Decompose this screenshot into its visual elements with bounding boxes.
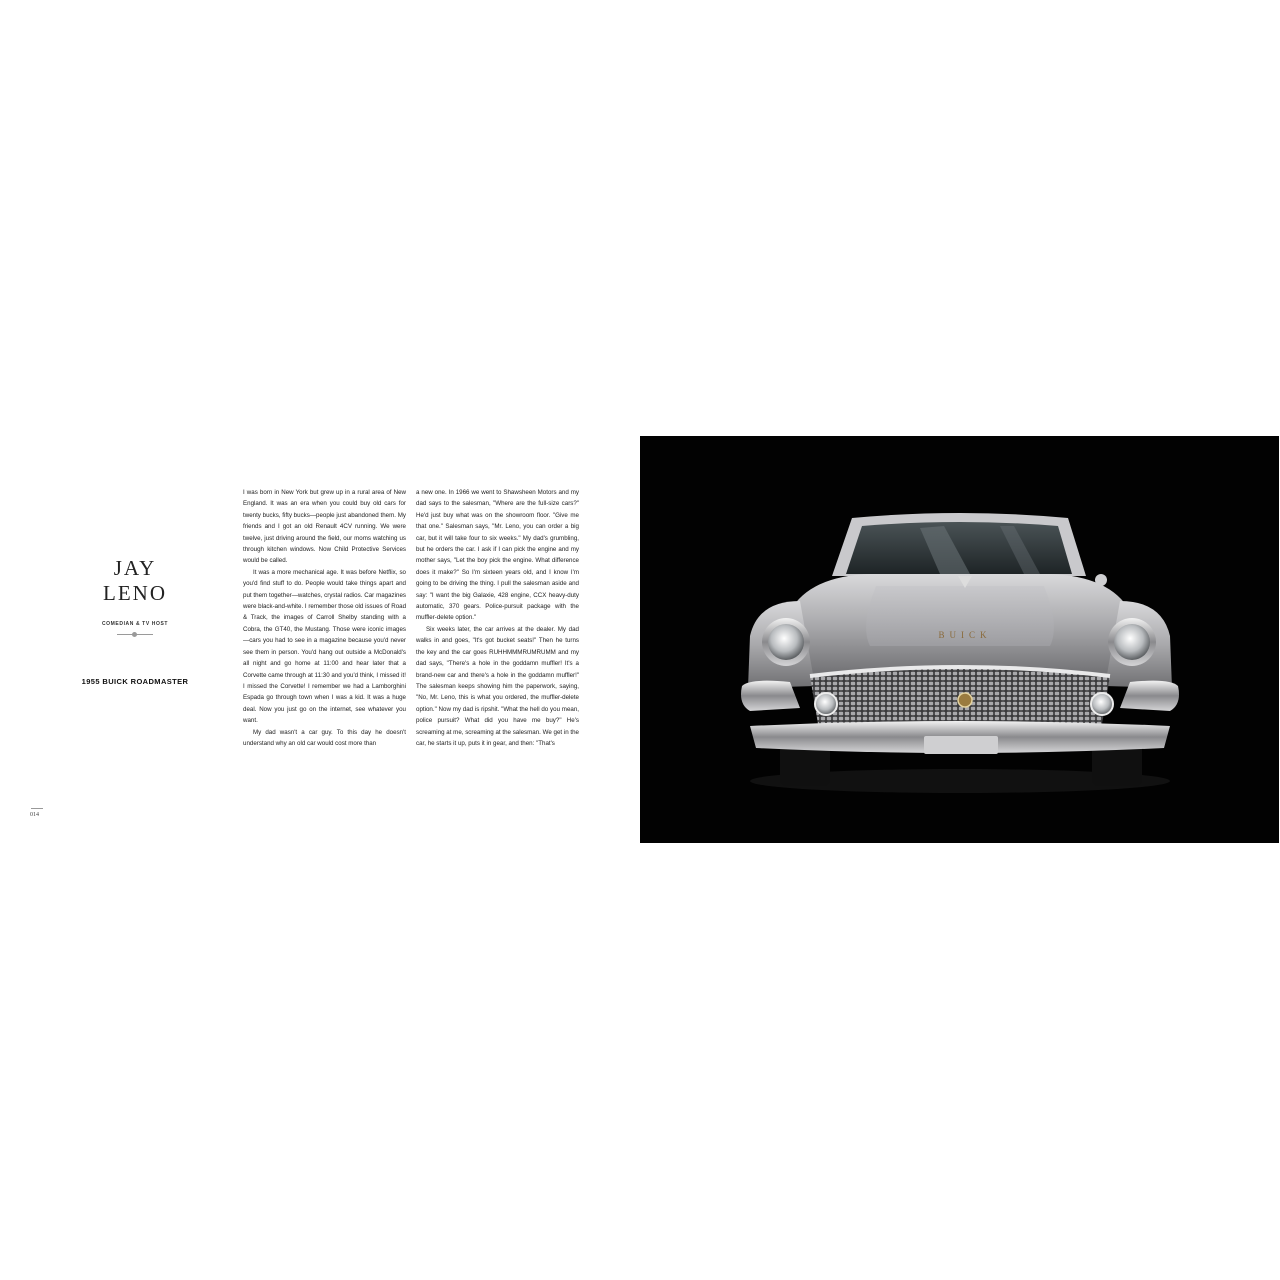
- left-headlight: [768, 624, 804, 660]
- side-mirror: [1095, 574, 1107, 586]
- buick-badge: BUICK: [938, 630, 992, 640]
- author-name: [60, 556, 210, 606]
- author-first-name: JAY: [113, 556, 157, 580]
- left-fog-light: [815, 693, 837, 715]
- author-last-name: LENO: [103, 581, 167, 605]
- text-column-1: [243, 487, 406, 792]
- right-headlight: [1114, 624, 1150, 660]
- ornament-divider: [117, 634, 153, 635]
- paragraph: My dad wasn't a car guy. To this day he doesn't understand why an old car would cost more than: [243, 728, 406, 747]
- author-role: COMEDIAN & TV HOST: [101, 621, 169, 627]
- buick-front-illustration: [640, 436, 1279, 843]
- right-fog-light: [1091, 693, 1113, 715]
- page-number-rule: [31, 808, 43, 809]
- paragraph: a new one. In 1966 we went to Shawsheen Motors and my dad says to the salesman, "Where are the full-size cars?" He'd just buy what was on the showroom floor. "Give me that one." Salesman says, "Mr. Leno, you can order a big car, but it will take four to six weeks." My dad's grumbling, but he orders the car. I ask if I can pick the engine and my mother says, "Let the boy pick the engine. What difference does it make?" So I'm sixteen years old, and I know I'm going to be driving the thing. I pull the salesman aside and say: "I want the big Galaxie, 428 engine, CCX heavy-duty automatic, 370 gears. Police-pursuit package with the muffler-delete option.": [416, 489, 579, 622]
- text-column-2: [416, 487, 579, 792]
- paragraph: Six weeks later, the car arrives at the dealer. My dad walks in and goes, "It's got bucket seats!" Then he turns the key and the car goes RUHHMMMRUMRUMM and my dad says, "There's a hole in the goddamn muffler! It's a brand-new car and there's a hole in the goddamn muffler!" The salesman keeps showing him the paperwork, saying, "No, Mr. Leno, this is what you ordered, the muffler-delete option." Now my dad is ripshit. "What the hell do you mean, police pursuit? What did you have me buy?" He's screaming at me, screaming at the salesman. We get in the car, he starts it up, puts it in gear, and then: "That's: [416, 625, 579, 747]
- grille-emblem: [958, 693, 972, 707]
- paragraph: It was a more mechanical age. It was before Netflix, so you'd find stuff to do. People would take things apart and put them together—watches, crystal radios. Car magazines were black-and-white. I remember those old issues of Road & Track, the images of Carroll Shelby standing with a Cobra, the GT40, the Mustang. Those were iconic images—cars you had to see in a magazine because you'd never see them in person. You'd hang out outside a McDonald's all night and go home at 11:00 and hear later that a Corvette came through at 11:30 and you'd think, I missed it! I missed the Corvette! I remember we had a Lamborghini Espada go through town when I was a kid. It was a huge deal. Now you just go on the internet, see whatever you want.: [243, 568, 406, 725]
- car-title: 1955 BUICK ROADMASTER: [81, 677, 189, 686]
- page-number: 014: [30, 812, 39, 818]
- license-plate-area: [924, 736, 998, 754]
- paragraph: I was born in New York but grew up in a rural area of New England. It was an era when you could buy old cars for twenty bucks, fifty bucks—people just abandoned them. My friends and I got an old Renault 4CV running. We were twelve, just driving around the field, our moms watching us through kitchen windows. Now Child Protective Services would be called.: [243, 489, 406, 565]
- car-photo: [640, 436, 1279, 843]
